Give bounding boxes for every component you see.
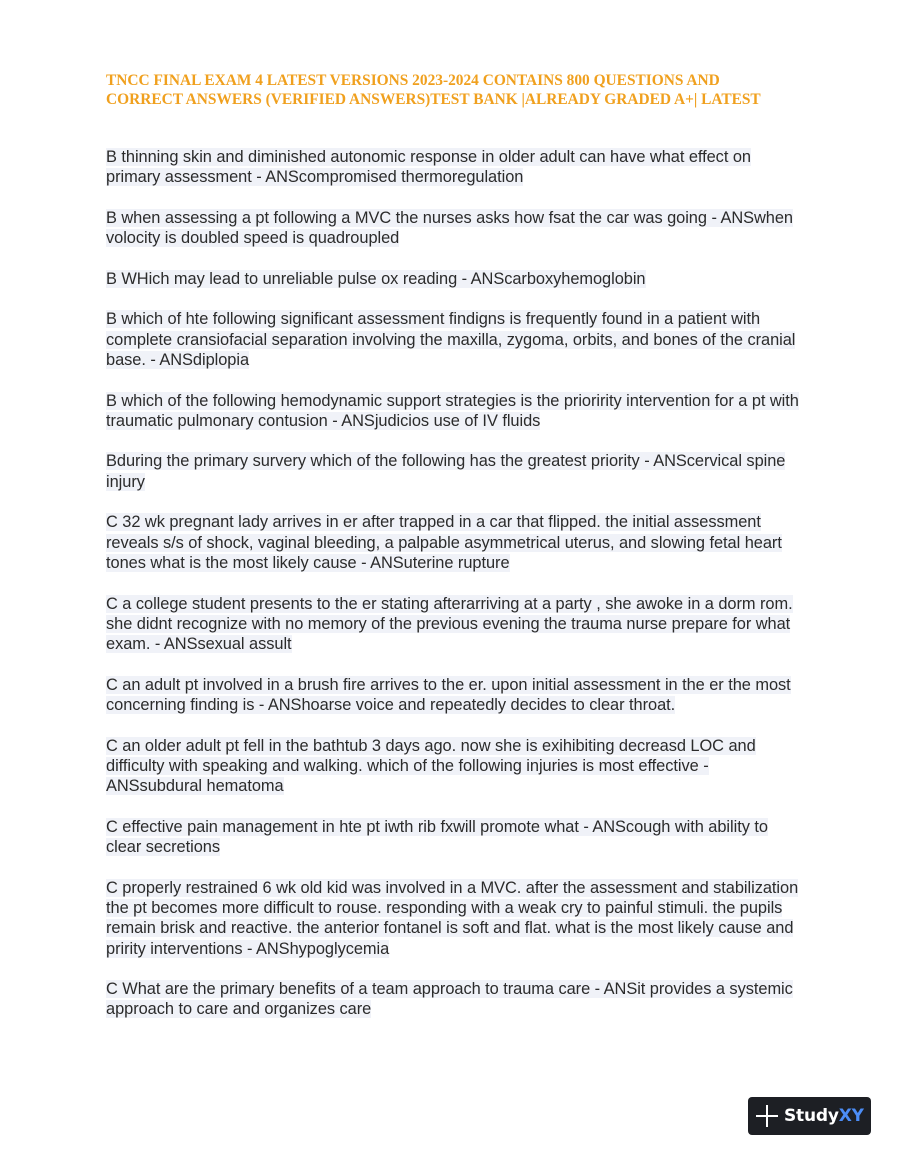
studyxy-logo[interactable] [748,1097,871,1135]
qa-item [106,269,806,289]
qa-text: B WHich may lead to unreliable pulse ox reading - ANScarboxyhemoglobin [106,269,646,288]
logo-text-main: Study [784,1106,839,1126]
qa-text: B when assessing a pt following a MVC the nurses asks how fsat the car was going - ANSwhen volocity is doubled speed is quadroupled [106,208,793,248]
qa-text: B which of the following hemodynamic support strategies is the prioririty intervention for a pt with traumatic pulmonary contusion - ANSjudicios use of IV fluids [106,391,799,430]
document-title: TNCC FINAL EXAM 4 LATEST VERSIONS 2023-2024 CONTAINS 800 QUESTIONS AND CORRECT ANSWERS (VERIFIED ANSWERS)TEST BANK |ALREADY GRADED A+| LATEST [106,72,761,108]
qa-item [106,451,806,492]
qa-text: C effective pain management in hte pt iwth rib fxwill promote what - ANScough with ability to clear secretions [106,817,768,857]
qa-item [106,512,806,573]
plus-icon [756,1105,778,1127]
qa-text: C 32 wk pregnant lady arrives in er after trapped in a car that flipped. the initial assessment reveals s/s of shock, vaginal bleeding, a palpable asymmetrical uterus, and slowing fetal heart tones what is the most likely cause - ANSuterine rupture [106,513,782,572]
qa-item [106,675,806,716]
logo-text-accent: XY [838,1106,864,1126]
qa-text: C an adult pt involved in a brush fire arrives to the er. upon initial assessment in the er the most concerning finding is - ANShoarse voice and repeatedly decides to clear throat. [106,675,791,715]
qa-text: B which of hte following significant assessment findigns is frequently found in a patient with complete cransiofacial separation involving the maxilla, zygoma, orbits, and bones of the cranial base. - ANSdiplopia [106,310,796,369]
qa-text: C properly restrained 6 wk old kid was involved in a MVC. after the assessment and stabilization the pt becomes more difficult to rouse. responding with a weak cry to painful stimuli. the pupils remain brisk and reactive. the anterior fontanel is soft and flat. what is the most likely cause and pririty interventions - ANShypoglycemia [106,878,799,958]
qa-item [106,979,806,1020]
qa-item [106,736,806,797]
logo-text [784,1106,864,1126]
qa-list [106,147,806,1040]
qa-text: C What are the primary benefits of a team approach to trauma care - ANSit provides a systemic approach to care and organizes care [106,980,793,1019]
qa-item [106,309,806,370]
qa-text: Bduring the primary survery which of the following has the greatest priority - ANScervical spine injury [106,452,786,491]
qa-item [106,878,806,959]
qa-item [106,147,806,188]
qa-item [106,391,806,432]
qa-text: C a college student presents to the er stating afterarriving at a party , she awoke in a dorm rom. she didnt recognize with no memory of the previous evening the trauma nurse prepare for what exam. - ANSsexual assult [106,594,793,654]
qa-item [106,817,806,858]
qa-item [106,208,806,249]
qa-text: B thinning skin and diminished autonomic response in older adult can have what effect on primary assessment - ANScompromised thermoregulation [106,148,751,187]
qa-text: C an older adult pt fell in the bathtub 3 days ago. now she is exihibiting decreasd LOC and difficulty with speaking and walking. which of the following injuries is most effective - ANSsubdural hematoma [106,736,756,796]
qa-item [106,594,806,655]
